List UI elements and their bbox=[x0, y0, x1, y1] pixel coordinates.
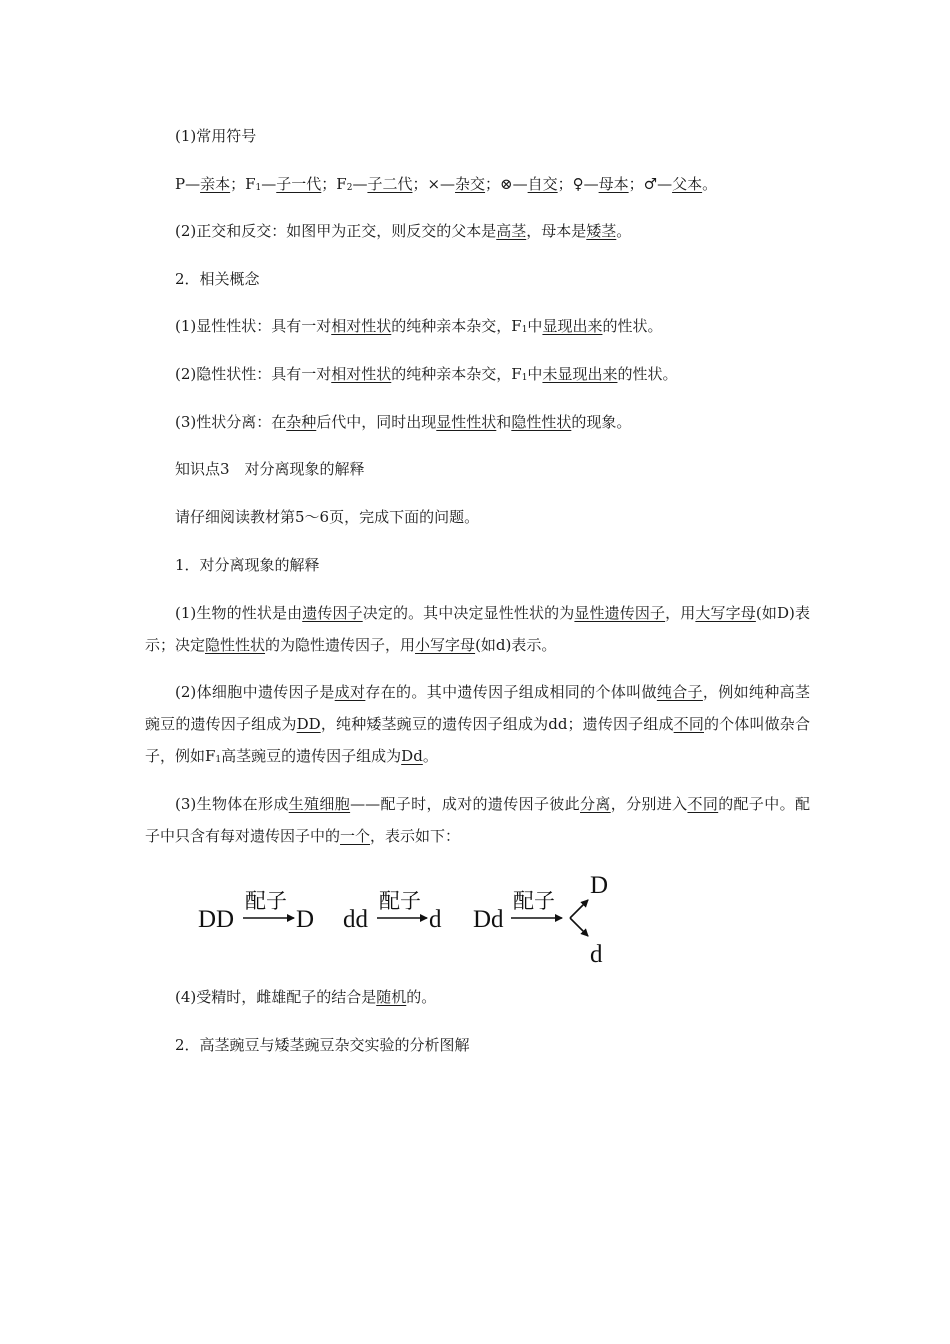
blank-answer: 纯合子 bbox=[656, 683, 703, 701]
blank-answer: 母本 bbox=[598, 175, 629, 193]
gamete-label: d bbox=[590, 941, 603, 968]
blank-answer: 隐性性状 bbox=[511, 413, 572, 431]
genotype-label: DD bbox=[198, 906, 235, 933]
symbols-line: P—亲本；$F_1—$子一代；$F_2—$子二代；×—杂交；⊗—自交；♀—母本；♂—父本。 bbox=[175, 175, 718, 193]
blank-answer: 不同 bbox=[687, 795, 719, 813]
blank-answer: 成对 bbox=[334, 683, 366, 701]
recessive-trait-line: (2)隐性状性：具有一对相对性状的纯种亲本杂交，$F_1$中未显现出来的性状。 bbox=[175, 365, 678, 383]
blank-answer: 高茎 bbox=[496, 222, 527, 240]
knowledge-point-heading: 知识点3 对分离现象的解释 bbox=[175, 460, 365, 478]
blank-answer: 子二代 bbox=[367, 175, 413, 193]
explanation-paragraph-1: (1)生物的性状是由遗传因子决定的。其中决定显性性状的为显性遗传因子，用大写字母(如D)表示；决定隐性性状的为隐性遗传因子，用小写字母(如d)表示。 bbox=[145, 604, 810, 654]
blank-answer: DD bbox=[296, 715, 321, 733]
gamete-label: d bbox=[429, 906, 442, 933]
genotype-label: Dd bbox=[473, 906, 504, 933]
blank-answer: 相对性状 bbox=[331, 317, 392, 335]
explanation-paragraph-3: (3)生物体在形成生殖细胞——配子时，成对的遗传因子彼此分离，分别进入不同的配子中。配子中只含有每对遗传因子中的一个，表示如下： bbox=[145, 795, 810, 845]
blank-answer: 显性遗传因子 bbox=[574, 604, 666, 622]
blank-answer: 小写字母 bbox=[415, 636, 476, 654]
arrow-label: 配子 bbox=[379, 889, 421, 913]
explanation-paragraph-2: (2)体细胞中遗传因子是成对存在的。其中遗传因子组成相同的个体叫做纯合子，例如纯种高茎豌豆的遗传因子组成为DD，纯种矮茎豌豆的遗传因子组成为dd；遗传因子组成不同的个体叫做杂合子，例如$F_1$高茎豌豆的遗传因子组成为Dd。 bbox=[145, 683, 810, 765]
blank-answer: 一个 bbox=[340, 827, 371, 845]
reciprocal-cross-line: (2)正交和反交：如图甲为正交，则反交的父本是高茎，母本是矮茎。 bbox=[175, 222, 632, 240]
blank-answer: 不同 bbox=[673, 715, 704, 733]
symbols-heading: (1)常用符号 bbox=[175, 127, 257, 145]
blank-answer: 分离 bbox=[580, 795, 611, 813]
blank-answer: 遗传因子 bbox=[302, 604, 363, 622]
blank-answer: 子一代 bbox=[276, 175, 322, 193]
blank-answer: 相对性状 bbox=[331, 365, 392, 383]
arrow-label: 配子 bbox=[513, 889, 555, 913]
branch-arrow-icon bbox=[570, 900, 588, 918]
blank-answer: 生殖细胞 bbox=[288, 795, 351, 813]
section-heading: 2．高茎豌豆与矮茎豌豆杂交实验的分析图解 bbox=[175, 1036, 470, 1054]
fertilization-line: (4)受精时，雌雄配子的结合是随机的。 bbox=[175, 988, 437, 1006]
section-heading: 2．相关概念 bbox=[175, 270, 260, 288]
arrow-label: 配子 bbox=[245, 889, 287, 913]
blank-answer: Dd bbox=[401, 747, 423, 765]
blank-answer: 杂种 bbox=[286, 413, 317, 431]
gamete-label: D bbox=[296, 906, 315, 933]
blank-answer: 父本 bbox=[672, 175, 703, 193]
gamete-label: D bbox=[590, 872, 609, 899]
blank-answer: 亲本 bbox=[200, 175, 231, 193]
instruction-line: 请仔细阅读教材第5～6页，完成下面的问题。 bbox=[175, 508, 480, 526]
blank-answer: 随机 bbox=[376, 988, 407, 1006]
gamete-formation-diagram bbox=[190, 866, 630, 970]
blank-answer: 矮茎 bbox=[586, 222, 617, 240]
dominant-trait-line: (1)显性性状：具有一对相对性状的纯种亲本杂交，$F_1$中显现出来的性状。 bbox=[175, 317, 663, 335]
section-heading: 1．对分离现象的解释 bbox=[175, 556, 320, 574]
blank-answer: 大写字母 bbox=[695, 604, 756, 622]
blank-answer: 杂交 bbox=[455, 175, 486, 193]
blank-answer: 显性性状 bbox=[436, 413, 497, 431]
blank-answer: 隐性性状 bbox=[205, 636, 266, 654]
blank-answer: 自交 bbox=[527, 175, 558, 193]
branch-arrow-icon bbox=[570, 918, 588, 936]
genotype-label: dd bbox=[343, 906, 368, 933]
segregation-line: (3)性状分离：在杂种后代中，同时出现显性性状和隐性性状的现象。 bbox=[175, 413, 632, 431]
blank-answer: 未显现出来 bbox=[542, 365, 618, 383]
blank-answer: 显现出来 bbox=[542, 317, 603, 335]
